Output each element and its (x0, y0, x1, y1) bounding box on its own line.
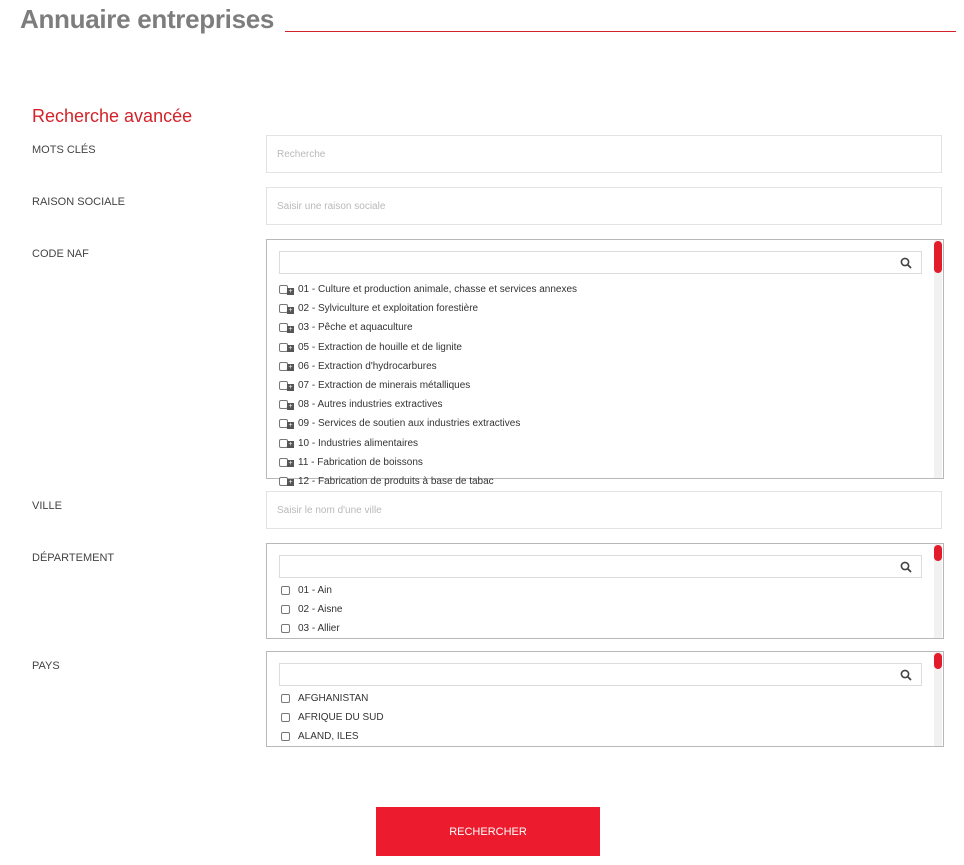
expand-icon[interactable]: + (288, 402, 293, 410)
section-title: Recherche avancée (32, 106, 193, 126)
naf-option-label: 10 - Industries alimentaires (298, 437, 419, 449)
country-option-label: AFRIQUE DU SUD (298, 712, 384, 724)
naf-option-label: 05 - Extraction de houille et de lignite (298, 341, 462, 353)
naf-options (279, 280, 577, 491)
title-underline (285, 31, 956, 32)
naf-option-label: 12 - Fabrication de produits à base de tabac (298, 475, 494, 487)
naf-option[interactable] (279, 299, 577, 318)
checkbox-icon[interactable] (281, 605, 290, 614)
department-option[interactable] (279, 581, 342, 600)
checkbox-icon[interactable] (281, 694, 290, 703)
page-title: Annuaire entreprises (20, 4, 275, 34)
naf-option[interactable] (279, 280, 577, 299)
department-option-label: 02 - Aisne (298, 604, 343, 616)
expand-icon[interactable]: + (288, 364, 293, 372)
country-option[interactable] (279, 689, 384, 708)
naf-list (266, 239, 944, 487)
expand-icon[interactable]: + (288, 383, 293, 391)
keywords-label: MOTS CLÉS (32, 144, 96, 156)
department-option-label: 03 - Allier (298, 623, 340, 635)
expand-icon[interactable]: + (288, 287, 293, 295)
naf-option-label: 02 - Sylviculture et exploitation forestière (298, 303, 479, 315)
naf-option-label: 09 - Services de soutien aux industries extractives (298, 418, 521, 430)
naf-option-label: 07 - Extraction de minerais métalliques (298, 380, 471, 392)
naf-option-label: 06 - Extraction d'hydrocarbures (298, 360, 437, 372)
expand-icon[interactable]: + (288, 345, 293, 353)
naf-option[interactable] (279, 434, 577, 453)
expand-icon[interactable]: + (288, 441, 293, 449)
country-options (279, 689, 384, 747)
checkbox-icon[interactable] (281, 713, 290, 722)
naf-option[interactable] (279, 453, 577, 472)
expand-icon[interactable]: + (288, 306, 293, 314)
department-search-input[interactable] (280, 557, 892, 577)
naf-option-label: 11 - Fabrication de boissons (298, 456, 423, 468)
department-options (279, 581, 342, 639)
country-option-label: AFGHANISTAN (298, 693, 369, 705)
city-label: VILLE (32, 500, 62, 512)
naf-option-label: 01 - Culture et production animale, chasse et services annexes (298, 284, 578, 296)
company-name-label: RAISON SOCIALE (32, 196, 125, 208)
search-icon[interactable] (900, 561, 912, 573)
country-option[interactable] (279, 708, 384, 727)
expand-icon[interactable]: + (288, 325, 293, 333)
search-icon[interactable] (900, 257, 912, 269)
naf-option[interactable] (279, 376, 577, 395)
checkbox-icon[interactable] (281, 586, 290, 595)
search-button[interactable]: RECHERCHER (376, 807, 600, 856)
naf-option[interactable] (279, 357, 577, 376)
expand-icon[interactable]: + (288, 479, 293, 487)
expand-icon[interactable]: + (288, 460, 293, 468)
country-search-field[interactable] (279, 663, 922, 686)
expand-icon[interactable]: + (288, 421, 293, 429)
department-option[interactable] (279, 600, 342, 619)
country-option-label: ALAND, ILES (298, 731, 359, 743)
department-option-label: 01 - Ain (298, 585, 332, 597)
company-name-input[interactable] (266, 187, 942, 225)
department-option[interactable] (279, 619, 342, 638)
naf-label: CODE NAF (32, 248, 89, 260)
naf-option[interactable] (279, 395, 577, 414)
naf-scroll-thumb[interactable] (934, 241, 942, 273)
country-list (266, 651, 944, 747)
search-icon[interactable] (900, 669, 912, 681)
country-scroll-thumb[interactable] (934, 653, 942, 669)
naf-option[interactable] (279, 472, 577, 491)
naf-option[interactable] (279, 318, 577, 337)
naf-option[interactable] (279, 338, 577, 357)
keywords-input[interactable] (266, 135, 942, 173)
naf-search-input[interactable] (280, 253, 892, 273)
department-scroll-thumb[interactable] (934, 545, 942, 561)
country-option[interactable] (279, 727, 384, 746)
naf-option-label: 03 - Pêche et aquaculture (298, 322, 413, 334)
city-input[interactable] (266, 491, 942, 529)
department-list (266, 543, 944, 639)
checkbox-icon[interactable] (281, 732, 290, 741)
country-search-input[interactable] (280, 665, 892, 685)
checkbox-icon[interactable] (281, 624, 290, 633)
naf-option-label: 08 - Autres industries extractives (298, 399, 443, 411)
department-label: DÉPARTEMENT (32, 552, 115, 564)
naf-scrollbar[interactable] (934, 240, 942, 478)
naf-option[interactable] (279, 414, 577, 433)
naf-search-field[interactable] (279, 251, 922, 274)
country-label: PAYS (32, 660, 60, 672)
department-search-field[interactable] (279, 555, 922, 578)
